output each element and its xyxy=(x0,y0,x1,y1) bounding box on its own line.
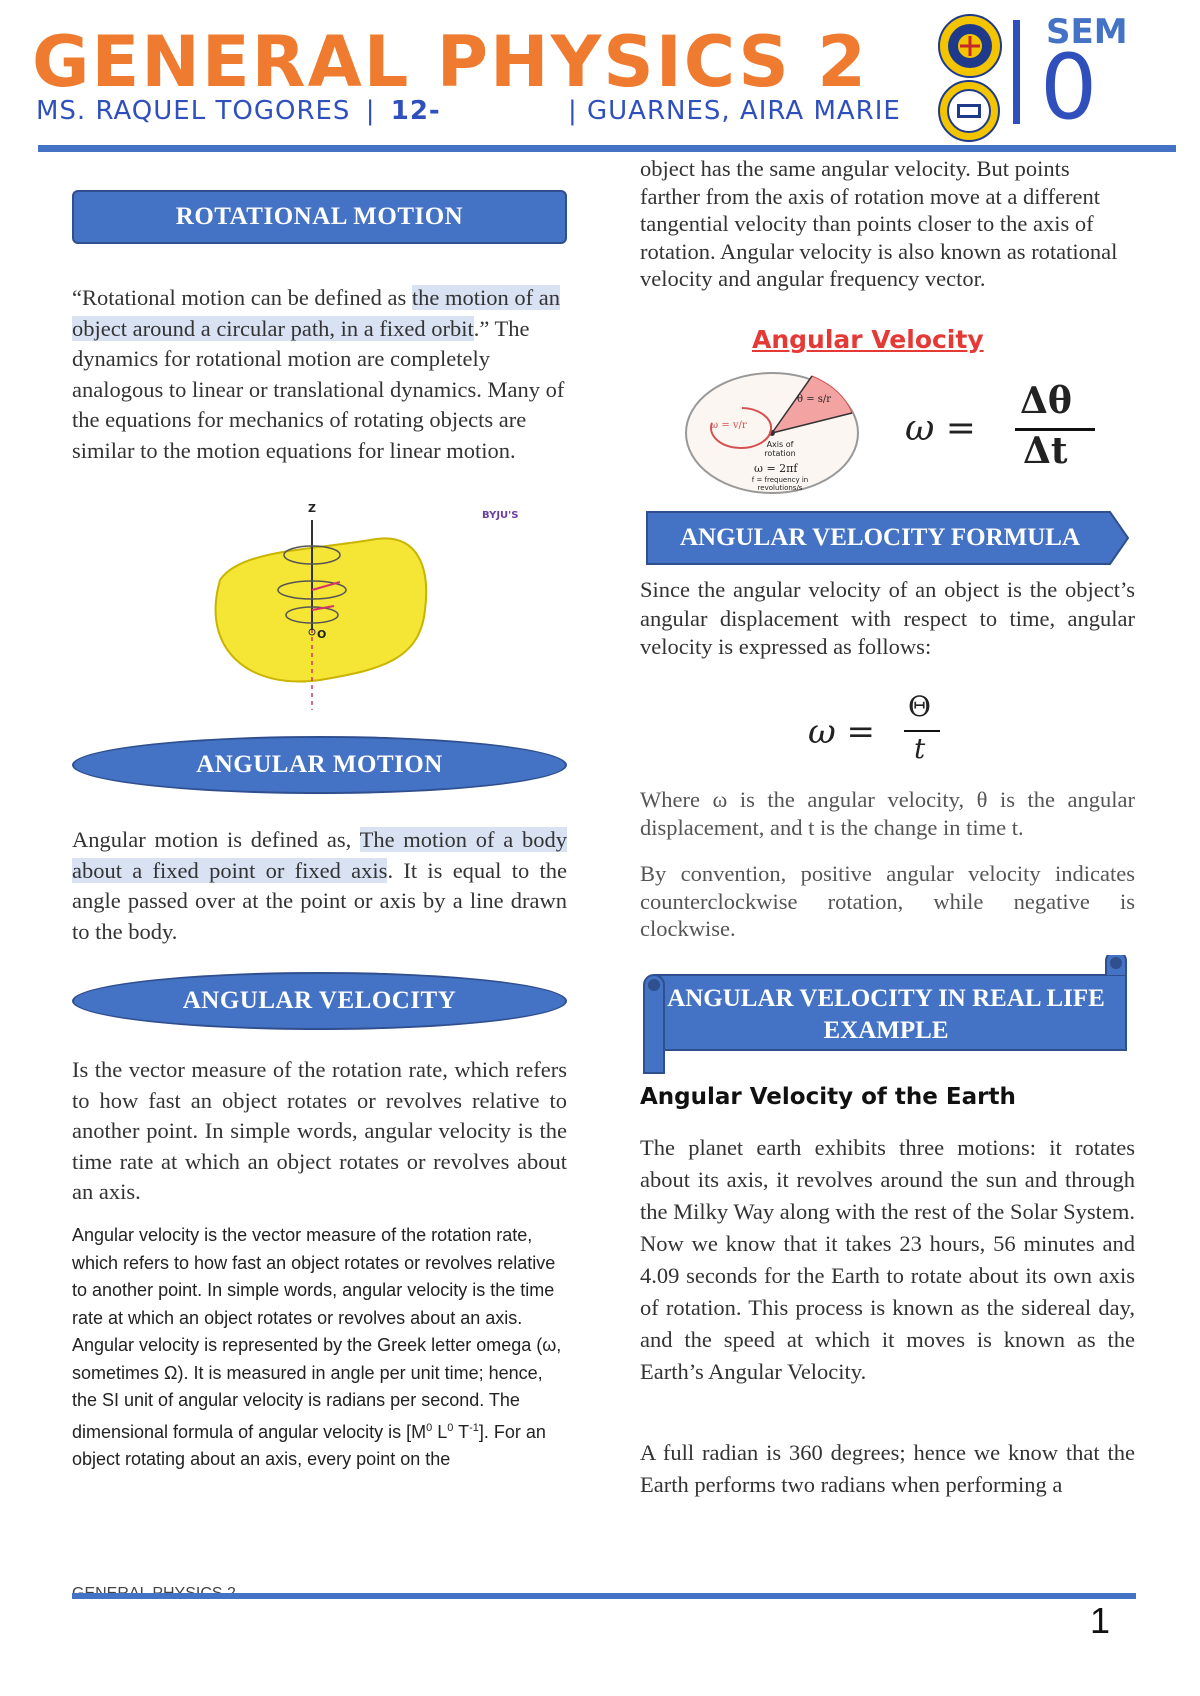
diagram-axis-label: Axis of rotation xyxy=(764,440,796,458)
convention-paragraph: By convention, positive angular velocity indicates counterclockwise rotation, while negative is clockwise. xyxy=(640,861,1135,941)
radian-paragraph: A full radian is 360 degrees; hence we know that the Earth performs two radians when performing a xyxy=(640,1440,1135,1497)
sem-label: SEM xyxy=(1046,12,1128,52)
details-part4: ]. For an object rotating about an axis, every point on the xyxy=(72,1421,546,1469)
rotational-highlight: the motion of an object around a circular path, in a fixed orbit xyxy=(72,285,561,341)
angular-velocity-details xyxy=(72,1222,567,1474)
formula-denominator: Δt xyxy=(1023,430,1068,472)
byjus-logo: BYJU'S xyxy=(482,510,519,521)
angular-motion-title: ANGULAR MOTION xyxy=(196,751,443,778)
angular-velocity-diagram xyxy=(682,368,862,498)
grade-section: 12- xyxy=(390,96,441,126)
header-rule xyxy=(38,145,1176,152)
angular-velocity-title: ANGULAR VELOCITY xyxy=(182,987,457,1014)
header-subline xyxy=(36,96,901,126)
where-paragraph: Where ω is the angular velocity, θ is the angular displacement, and t is the change in time t. xyxy=(640,787,1135,840)
student-name: | GUARNES, AIRA MARIE xyxy=(567,96,901,126)
earth-paragraph: The planet earth exhibits three motions: it rotates about its axis, it revolves around the sun and through the Milky Way along with the rest of the Solar System. Now we know that it takes 23 hours, 56 minutes and 4.09 seconds for the Earth to rotate about its own axis of rotation. This process is known as the sidereal day, and the speed at which it moves is known as the Earth’s Angular Velocity. xyxy=(640,1135,1135,1384)
angular-motion-highlight: The motion of a body about a fixed point or fixed axis xyxy=(72,827,567,883)
real-life-title: ANGULAR VELOCITY IN REAL LIFE EXAMPLE xyxy=(667,985,1105,1044)
rotational-motion-title: ROTATIONAL MOTION xyxy=(175,203,464,230)
formula-lhs: ω = xyxy=(905,408,976,449)
page-title: GENERAL PHYSICS 2 xyxy=(32,21,868,103)
formula2-lhs: ω = xyxy=(808,712,876,752)
earth-heading: Angular Velocity of the Earth xyxy=(640,1084,1016,1110)
footer-rule xyxy=(72,1593,1136,1599)
shs-logo-icon xyxy=(938,80,1000,142)
details-sup3: -1 xyxy=(469,1421,479,1434)
sem-number: 0 xyxy=(1040,35,1098,140)
formula-section-banner xyxy=(645,510,1130,566)
diagram-freq-label: f = frequency in revolutions/s xyxy=(751,476,809,492)
details-part3: T xyxy=(453,1421,470,1442)
angular-motion-paragraph xyxy=(72,825,567,947)
rotational-motion-banner xyxy=(72,190,567,244)
angular-motion-text-rest: . It is equal to the angle passed over at the point or axis by a line drawn to the body. xyxy=(72,857,567,944)
figure-axis-label: Z xyxy=(308,502,316,515)
page-number: 1 xyxy=(1090,1600,1111,1641)
angular-velocity-banner xyxy=(72,972,567,1030)
angular-velocity-paragraph: Is the vector measure of the rotation rate, which refers to how fast an object rotates or revolves relative to another point. In simple words, angular velocity is the time rate at which an object rotates or revolves about an axis. xyxy=(72,1057,567,1204)
angular-velocity-formula-2 xyxy=(808,690,968,774)
diagram-omega2-label: ω = 2πf xyxy=(754,462,798,475)
angular-motion-text-start: Angular motion is defined as, xyxy=(72,827,360,852)
details-sup2: 0 xyxy=(447,1421,454,1434)
rotating-body-figure xyxy=(200,502,560,710)
diagram-theta-label: θ = s/r xyxy=(797,394,832,405)
rotational-text-start: “Rotational motion can be defined as xyxy=(72,285,412,310)
angular-velocity-image-title: Angular Velocity xyxy=(752,325,984,354)
teacher-name: MS. RAQUEL TOGORES xyxy=(36,96,351,126)
rotational-text-rest: .” The dynamics for rotational motion are completely analogous to linear or translational dynamics. Many of the equations for mechanics of rotating objects are similar to the motion equations for linear motion. xyxy=(72,315,565,463)
angular-velocity-formula-image xyxy=(905,380,1105,480)
school-logo-icon xyxy=(938,14,1002,78)
rotational-motion-paragraph xyxy=(72,283,572,466)
separator: | xyxy=(365,96,376,126)
details-part2: L xyxy=(432,1421,448,1442)
formula2-denominator: t xyxy=(914,732,926,765)
angular-motion-banner xyxy=(72,736,567,794)
formula-numerator: Δθ xyxy=(1020,380,1072,422)
header-divider xyxy=(1013,20,1020,124)
formula-intro-paragraph: Since the angular velocity of an object is the object’s angular displacement with respect to time, angular velocity is expressed as follows: xyxy=(640,577,1135,659)
real-life-banner xyxy=(636,955,1131,1075)
continuation-paragraph: object has the same angular velocity. But points farther from the axis of rotation move at a different tangential velocity than points closer to the axis of rotation. Angular velocity is also known as rotational velocity and angular frequency vector. xyxy=(640,156,1118,291)
figure-origin-label: O xyxy=(317,628,327,641)
details-part1: Angular velocity is the vector measure of the rotation rate, which refers to how fast an object rotates or revolves relative to another point. In simple words, angular velocity is the time rate at which an object rotates or revolves about an axis. Angular velocity is represented by the Greek letter omega (ω, sometimes Ω). It is measured in angle per unit time; hence, the SI unit of angular velocity is radians per second. The dimensional formula of angular velocity is [M xyxy=(72,1225,562,1442)
details-sup1: 0 xyxy=(426,1421,433,1434)
formula2-numerator: Θ xyxy=(908,690,931,723)
diagram-omega-label: ω = v/r xyxy=(710,420,747,431)
formula-section-title: ANGULAR VELOCITY FORMULA xyxy=(679,524,1081,551)
